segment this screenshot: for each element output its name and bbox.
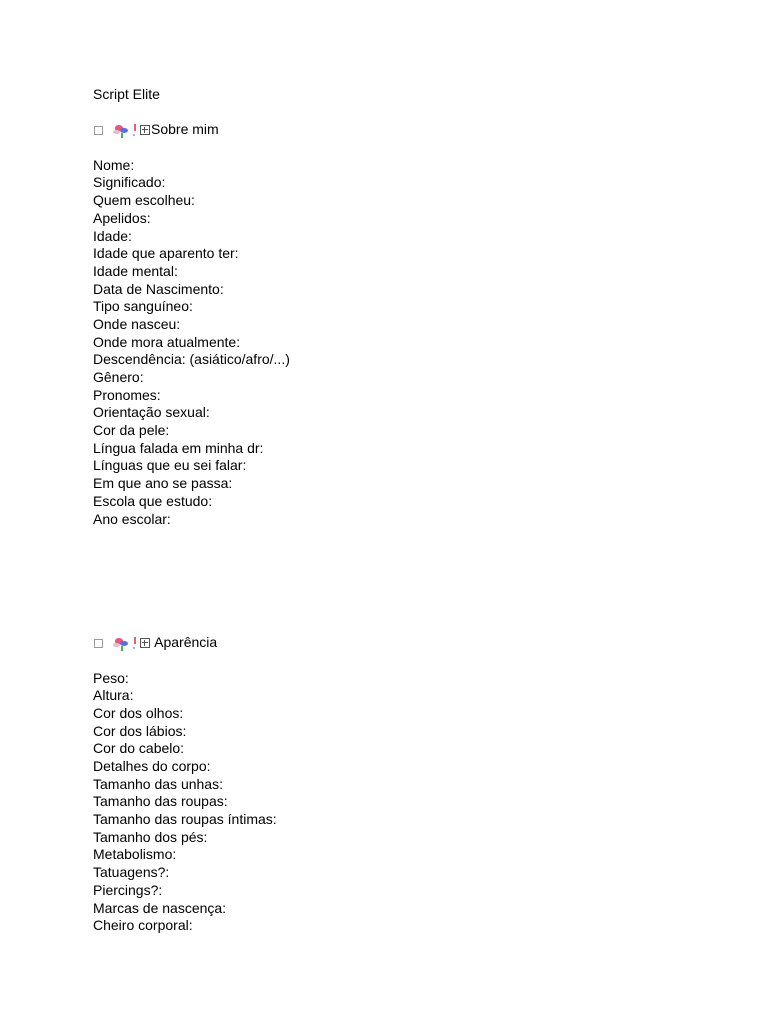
field-label: Ano escolar: <box>93 510 171 527</box>
section-heading <box>93 121 733 139</box>
section-heading <box>93 634 733 652</box>
field-label: Significado: <box>93 174 166 191</box>
field-label: Tamanho dos pés: <box>93 828 208 845</box>
checkbox-icon <box>94 639 103 648</box>
sparkle-icon <box>133 635 138 652</box>
document-title: Script Elite <box>93 86 160 102</box>
field-label: Detalhes do corpo: <box>93 758 211 774</box>
field-label: Cor dos olhos: <box>93 704 184 721</box>
field-label: Onde mora atualmente: <box>93 333 241 350</box>
document-page <box>93 86 733 935</box>
field-label: Tamanho das roupas: <box>93 793 228 810</box>
checkbox-icon <box>94 126 103 135</box>
sparkle-icon <box>133 122 138 139</box>
field-label: Línguas que eu sei falar: <box>93 457 247 474</box>
field-label: Escola que estudo: <box>93 492 213 509</box>
field-label: Tatuagens?: <box>93 864 170 881</box>
section-heading-text: Aparência <box>151 634 218 651</box>
field-label: Cor da pele: <box>93 422 170 439</box>
field-label: Peso: <box>93 669 129 686</box>
sections-container <box>93 121 733 935</box>
field-label: Quem escolheu: <box>93 192 195 209</box>
missing-glyph-icon <box>140 125 150 135</box>
field-label: Data de Nascimento: <box>93 280 224 297</box>
field-label: Cor dos lábios: <box>93 722 187 739</box>
section-heading-text: Sobre mim <box>151 121 219 138</box>
field-label: Idade mental: <box>93 262 178 279</box>
section-spacer <box>93 528 733 634</box>
field-label: Em que ano se passa: <box>93 475 233 492</box>
field-label: Marcas de nascença: <box>93 899 227 916</box>
field-label: Tamanho das roupas íntimas: <box>93 811 277 828</box>
field-label: Cheiro corporal: <box>93 917 193 934</box>
flower-emoji-icon <box>111 122 131 139</box>
field-label: Tipo sanguíneo: <box>93 298 193 315</box>
field-label: Onde nasceu: <box>93 315 181 332</box>
field-label: Língua falada em minha dr: <box>93 439 264 456</box>
field-label: Metabolismo: <box>93 846 177 863</box>
field-label: Apelidos: <box>93 209 151 226</box>
field-label: Idade: <box>93 227 132 244</box>
field-label: Descendência: (asiático/afro/...) <box>93 351 290 368</box>
field-label: Idade que aparento ter: <box>93 245 239 262</box>
missing-glyph-icon <box>140 638 150 648</box>
field-label: Nome: <box>93 156 135 173</box>
field-label: Orientação sexual: <box>93 404 210 421</box>
flower-emoji-icon <box>111 635 131 652</box>
field-label: Tamanho das unhas: <box>93 775 223 792</box>
field-label: Altura: <box>93 687 134 704</box>
field-label: Piercings?: <box>93 881 163 898</box>
field-label: Cor do cabelo: <box>93 740 185 757</box>
field-label: Gênero: <box>93 369 144 385</box>
field-label: Pronomes: <box>93 386 161 403</box>
